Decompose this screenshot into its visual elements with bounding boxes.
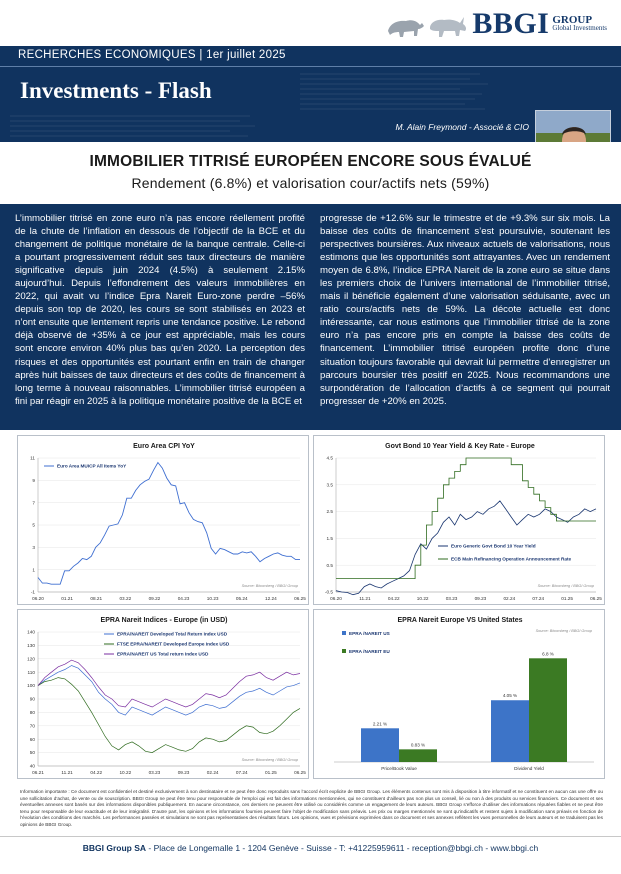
chart-title: EPRA Nareit Indices - Europe (in USD) [100, 617, 228, 624]
author-photo [535, 110, 611, 142]
x-tick-label: 06.25 [590, 596, 602, 601]
y-tick-label: 60 [29, 736, 35, 742]
chart-bond-yield [313, 435, 605, 605]
x-tick-label: 01.21 [61, 596, 73, 601]
y-tick-label: -0.5 [324, 589, 333, 595]
bar-data-label: 0.83 % [410, 742, 426, 748]
legend-entry: ECB Main Refinancing Operation Announcement Rate [451, 556, 572, 562]
bar-data-label: 2.21 % [372, 721, 388, 727]
chart-epra-indices [17, 609, 309, 779]
chart-epra-vs-us [313, 609, 605, 779]
chart-epra-indices-svg [18, 610, 310, 780]
bar-data-label: 6.8 % [542, 651, 554, 657]
legend-entry: EPRA /NAREIT EU [349, 649, 390, 654]
y-tick-label: 7 [32, 500, 35, 506]
bar [491, 700, 529, 762]
legend-entry: EPRA/NAREIT US Total return Index USD [117, 651, 209, 657]
bar [361, 728, 399, 762]
bar [399, 749, 437, 762]
y-tick-label: 1.5 [326, 536, 333, 541]
bull-bear-icon [384, 7, 470, 41]
legal-disclaimer: Information importante : Ce document est confidentiel et destiné exclusivement à son destinataire et ne peut être donc reproduits sans l’accord écrit explicite de BBGI Group. Les éléments contenus sont mis à disposition à titre informatif et ne constituent en aucun cas une offre ou une sollicitation d’achat, de vente ou de souscription. BBGI Group ne peut être tenu pour responsable de l’emploi qui est fait des informations mentionnées, qui ne constituent d’ailleurs pas non plus un conseil, lié ou non à des produits ou services financiers. Ce document et ses éventuelles annexes sont basés sur des informations disponibles publiquement. En aucune circonstance, ces derniers ne peuvent être utilisé ou considérés comme un engagement de leurs auteurs. BBGI Group s’efforce d’utiliser des informations réputées fiables et ne peut être tenu pour responsable de leur exactitude et de leur intégralité. D’autre part, les opinions et les informations fournies peuvent faire l’objet de modification sans préavis. Les prix ou marges mentionnés ne sont qu’indicatifs et restent sujets à modification sans préavis en fonction de l’évolution des conditions des marchés. Les performances passées et simulations ne sont pas représentatives des résultats futurs. Les opinions, vues et prévisions exprimées dans ce document et ses annexes reflètent les vues personnelles de leurs auteurs et ne traduisent pas les opinions de BBGI Group. [20, 789, 603, 827]
chart-source: Source: Bloomberg / BBGI Group [535, 629, 592, 633]
brand-name: BBGI [472, 7, 550, 40]
x-tick-label: 04.22 [90, 770, 103, 775]
chart-title: EPRA Nareit Europe VS United States [397, 617, 523, 624]
chart-euro-cpi-svg [18, 436, 310, 606]
x-tick-label: 08.21 [90, 596, 103, 601]
legend-swatch [342, 649, 346, 653]
x-tick-label: 04.22 [387, 596, 400, 601]
x-tick-label: 07.24 [235, 770, 248, 775]
legend-entry: Euro Generic Govt Bond 10 Year Yield [451, 543, 536, 549]
top-header [0, 0, 621, 46]
publication-title: Investments - Flash [20, 78, 212, 103]
x-tick-label: 10.23 [206, 596, 219, 601]
chart-source: Source: Bloomberg / BBGI Group [241, 584, 298, 588]
x-tick-label: 11.21 [61, 770, 73, 775]
chart-bond-yield-svg [314, 436, 606, 606]
y-tick-label: 4.5 [326, 455, 333, 461]
x-tick-label: 03.23 [445, 596, 458, 601]
legend-entry: EPRA /NAREIT US [349, 631, 390, 636]
y-tick-label: 70 [29, 723, 35, 729]
brand-subtext [552, 16, 607, 32]
bbgi-logo [384, 6, 607, 42]
y-tick-label: 120 [27, 656, 35, 662]
header-band [0, 46, 621, 142]
y-tick-label: 40 [29, 763, 35, 769]
series-line: RECHERCHES ECONOMIQUES | 1er juillet 2025 [18, 49, 286, 61]
article-title: IMMOBILIER TITRISÉ EUROPÉEN ENCORE SOUS ÉVALUÉ [89, 153, 532, 170]
chart-title: Euro Area CPI YoY [133, 443, 195, 450]
x-tick-label: 06.25 [294, 596, 306, 601]
series-line [38, 660, 300, 707]
legend-entry: Euro Area MUICP All Items YoY [57, 463, 127, 469]
footer-divider [0, 836, 621, 837]
x-tick-label: 01.25 [265, 770, 277, 775]
legend-entry: FTSE EPRA/NAREIT Developed Europe Index USD [117, 641, 230, 647]
series-line [38, 463, 300, 585]
x-tick-label: 06.20 [330, 596, 342, 601]
brand-tagline: Global Investments [552, 24, 607, 32]
y-tick-label: 2.5 [326, 509, 333, 515]
x-tick-label: 09.22 [148, 596, 161, 601]
x-tick-label: 02.24 [503, 596, 516, 601]
author-line: M. Alain Freymond - Associé & CIO [395, 122, 529, 132]
legend-swatch [342, 631, 346, 635]
y-tick-label: 0.5 [326, 562, 333, 568]
bar-data-label: 4.05 % [502, 693, 518, 699]
author-portrait-image [536, 111, 611, 142]
article-subtitle: Rendement (6.8%) et valorisation cour/actifs nets (59%) [131, 175, 490, 191]
x-tick-label: 05.24 [235, 596, 248, 601]
y-tick-label: 9 [32, 477, 35, 483]
x-tick-label: 10.22 [416, 596, 429, 601]
y-tick-label: 1 [32, 567, 35, 573]
y-tick-label: -1 [30, 589, 35, 595]
brand-suffix: GROUP [552, 14, 593, 26]
bar [529, 658, 567, 762]
footer-company: BBGI Group SA [82, 843, 147, 853]
chart-epra-vs-us-svg [314, 610, 606, 780]
x-tick-label: 06.21 [32, 770, 44, 775]
y-tick-label: 3.5 [326, 482, 333, 488]
y-tick-label: 3 [32, 544, 35, 550]
y-tick-label: 5 [32, 522, 35, 528]
footer-address: - Place de Longemalle 1 - 1204 Genève - Suisse - T: +41225959611 - reception@bbgi.ch - www.bbgi.ch [146, 843, 539, 853]
legend-entry: EPRA/NAREIT Developed Total Return Index USD [117, 631, 228, 637]
chart-source: Source: Bloomberg / BBGI Group [241, 758, 298, 762]
article-body [0, 204, 621, 430]
x-tick-label: Price/Book Value [381, 766, 417, 771]
article-column-left: L’immobilier titrisé en zone euro n’a pas encore réellement profité de la chute de l’inflation en dessous de l’objectif de la BCE et du changement de politique monétaire de la banque centrale. Celle-ci a pourtant progressivement réduit ses taux directeurs de manière significative depuis juin 2024 (4.5%) à seulement 2.15% aujourd’hui. Depuis l’effondrement des valeurs immobilières en 2022, qui avait vu l’indice Epra Nareit Euro-zone perdre –56% depuis son top de 2020, les cours se sont stabilisés en 2023 et n’ont ensuite que lentement repris une tendance positive. Le rebond déjà observé de +35% à ce jour est appréciable, mais les cours sont encore environ 40% plus bas qu’en 2020. La perception des risques et des opportunités est pourtant enfin en train de changer après huit baisses de taux directeurs et des coûts de financement à long terme à nouveau raisonnables. L’immobilier titrisé européen a fini par réagir en 2025 à la politique monétaire positive de la BCE et [15, 213, 305, 407]
x-tick-label: 12.24 [265, 596, 277, 601]
article-column-right: progresse de +12.6% sur le trimestre et de +9.3% sur six mois. La baisse des coûts de financement s’est poursuivie, soutenant les perspectives boursières. Aux niveaux actuels de valorisations, nous estimons que les opportunités sont attrayantes. Avec un rendement moyen de 6.8%, l’indice EPRA Nareit de la zone euro se situe dans les premiers choix de l’univers international de l’immobilier titrisé, mais il bénéficie également d’une valorisation séduisante, avec un ratio cours/actifs nets de 59%. La décote actuelle est donc intéressante, car nous estimons que l’immobilier titrisé de la zone euro n’a pas encore pris en compte la baisse des coûts de financement. L’immobilier titrisé européen profite donc d’une situation toujours favorable qui devrait lui permettre d’enregistrer un parcours boursier très positif en 2025. Nous recommandons une surpondération de l’allocation d’actifs à ce segment qui pourrait progresser de +20% en 2025. [320, 213, 610, 407]
chart-euro-cpi [17, 435, 309, 605]
y-tick-label: 50 [29, 750, 35, 756]
y-tick-label: 140 [27, 629, 35, 635]
x-tick-label: 09.23 [474, 596, 487, 601]
chart-source: Source: Bloomberg / BBGI Group [537, 584, 594, 588]
x-tick-label: 04.23 [177, 596, 190, 601]
x-tick-label: 10.22 [119, 770, 132, 775]
y-tick-label: 11 [30, 455, 35, 461]
x-tick-label: 06.20 [32, 596, 44, 601]
x-tick-label: 11.21 [359, 596, 371, 601]
chart-title: Govt Bond 10 Year Yield & Key Rate - Europe [385, 443, 535, 450]
x-tick-label: 02.24 [206, 770, 219, 775]
x-tick-label: 06.25 [294, 770, 306, 775]
footer [0, 843, 621, 853]
x-tick-label: 03.23 [148, 770, 161, 775]
band-divider [0, 66, 621, 67]
y-tick-label: 110 [27, 669, 35, 675]
y-tick-label: 130 [27, 643, 35, 648]
y-tick-label: 100 [27, 683, 35, 689]
x-tick-label: Dividend Yield [514, 766, 544, 771]
x-tick-label: 09.23 [177, 770, 190, 775]
y-tick-label: 90 [29, 696, 35, 702]
x-tick-label: 03.22 [119, 596, 132, 601]
x-tick-label: 07.24 [532, 596, 545, 601]
x-tick-label: 01.25 [561, 596, 573, 601]
y-tick-label: 80 [29, 710, 35, 715]
